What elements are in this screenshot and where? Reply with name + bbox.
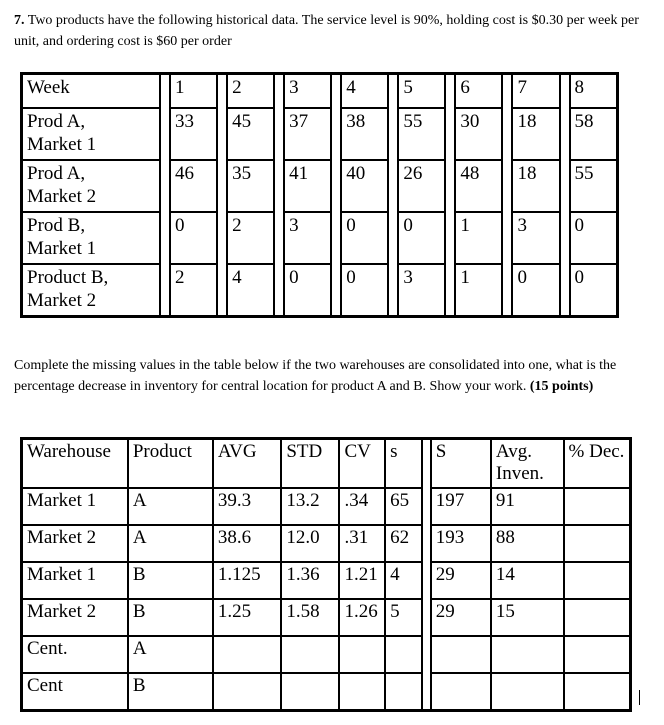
results-cell bbox=[564, 525, 631, 562]
results-header-cell: % Dec. bbox=[564, 439, 631, 489]
results-cell bbox=[564, 488, 631, 525]
instructions-points: (15 points) bbox=[529, 379, 594, 394]
question-body: Two products have the following historical data. The service level is 90%, holding cost is $0.30 per week per unit, and ordering cost is $60 per order bbox=[14, 13, 639, 49]
demand-cell: 55 bbox=[570, 160, 618, 212]
demand-cell: 0 bbox=[170, 212, 217, 264]
demand-header-cell: 5 bbox=[398, 74, 445, 109]
results-cell: 1.21 bbox=[339, 562, 385, 599]
results-cell: A bbox=[128, 525, 213, 562]
demand-cell: 45 bbox=[227, 108, 274, 160]
demand-row bbox=[22, 212, 618, 264]
demand-header-cell: 6 bbox=[455, 74, 502, 109]
results-cell: 197 bbox=[431, 488, 491, 525]
demand-header-cell: 2 bbox=[227, 74, 274, 109]
demand-cell: 18 bbox=[512, 160, 559, 212]
demand-cell: 26 bbox=[398, 160, 445, 212]
results-cell bbox=[385, 636, 422, 673]
demand-header-cell: 3 bbox=[284, 74, 331, 109]
results-cell bbox=[491, 636, 564, 673]
results-cell: 1.25 bbox=[213, 599, 281, 636]
demand-cell: 55 bbox=[398, 108, 445, 160]
demand-cell: 35 bbox=[227, 160, 274, 212]
demand-row-label: Prod B, Market 1 bbox=[22, 212, 161, 264]
results-cell bbox=[564, 636, 631, 673]
results-cell bbox=[281, 673, 339, 711]
demand-cell: 58 bbox=[570, 108, 618, 160]
results-cell: 62 bbox=[385, 525, 422, 562]
results-cell bbox=[385, 673, 422, 711]
results-cell: 65 bbox=[385, 488, 422, 525]
demand-cell: 0 bbox=[570, 264, 618, 317]
demand-cell: 18 bbox=[512, 108, 559, 160]
demand-row bbox=[22, 264, 618, 317]
results-cell: 4 bbox=[385, 562, 422, 599]
demand-cell: 1 bbox=[455, 212, 502, 264]
results-row bbox=[22, 562, 631, 599]
results-cell: Cent. bbox=[22, 636, 128, 673]
results-table bbox=[20, 437, 632, 712]
results-row bbox=[22, 673, 631, 711]
demand-cell: 3 bbox=[398, 264, 445, 317]
results-cell bbox=[564, 599, 631, 636]
results-header-cell: Warehouse bbox=[22, 439, 128, 489]
demand-cell: 3 bbox=[284, 212, 331, 264]
demand-cell: 4 bbox=[227, 264, 274, 317]
demand-cell: 0 bbox=[341, 264, 388, 317]
results-row bbox=[22, 488, 631, 525]
results-cell: 38.6 bbox=[213, 525, 281, 562]
demand-cell: 48 bbox=[455, 160, 502, 212]
demand-header-cell: 4 bbox=[341, 74, 388, 109]
results-header-cell: STD bbox=[281, 439, 339, 489]
results-cell bbox=[213, 673, 281, 711]
results-cell: 39.3 bbox=[213, 488, 281, 525]
demand-cell: 38 bbox=[341, 108, 388, 160]
demand-row bbox=[22, 160, 618, 212]
results-cell: 14 bbox=[491, 562, 564, 599]
results-header-cell: s bbox=[385, 439, 422, 489]
results-header-cell: Avg. Inven. bbox=[491, 439, 564, 489]
results-header-cell: AVG bbox=[213, 439, 281, 489]
results-cell: 91 bbox=[491, 488, 564, 525]
demand-cell: 1 bbox=[455, 264, 502, 317]
results-cell: .34 bbox=[339, 488, 385, 525]
results-cell: Market 1 bbox=[22, 488, 128, 525]
results-header-row bbox=[22, 439, 631, 489]
results-cell: B bbox=[128, 673, 213, 711]
results-cell: A bbox=[128, 636, 213, 673]
demand-cell: 33 bbox=[170, 108, 217, 160]
demand-row-label: Product B, Market 2 bbox=[22, 264, 161, 317]
demand-cell: 40 bbox=[341, 160, 388, 212]
demand-cell: 0 bbox=[570, 212, 618, 264]
results-cell: Cent bbox=[22, 673, 128, 711]
demand-header-cell: 1 bbox=[170, 74, 217, 109]
results-cell bbox=[339, 673, 385, 711]
results-header-cell: Product bbox=[128, 439, 213, 489]
results-cell: 13.2 bbox=[281, 488, 339, 525]
results-cell bbox=[339, 636, 385, 673]
demand-table bbox=[20, 72, 619, 318]
results-row bbox=[22, 525, 631, 562]
results-cell bbox=[564, 673, 631, 711]
results-cell: 1.36 bbox=[281, 562, 339, 599]
demand-row-label: Prod A, Market 1 bbox=[22, 108, 161, 160]
instructions-text bbox=[14, 355, 644, 397]
results-cell bbox=[491, 673, 564, 711]
demand-cell: 0 bbox=[341, 212, 388, 264]
question-number: 7. bbox=[14, 13, 25, 28]
results-cell bbox=[213, 636, 281, 673]
results-cell: Market 1 bbox=[22, 562, 128, 599]
demand-cell: 30 bbox=[455, 108, 502, 160]
results-cell: 1.26 bbox=[339, 599, 385, 636]
results-cell: B bbox=[128, 599, 213, 636]
results-cell: 1.125 bbox=[213, 562, 281, 599]
results-cell: Market 2 bbox=[22, 525, 128, 562]
demand-header-row bbox=[22, 74, 618, 109]
results-cell: 29 bbox=[431, 562, 491, 599]
results-cell: .31 bbox=[339, 525, 385, 562]
demand-cell: 0 bbox=[512, 264, 559, 317]
results-cell: B bbox=[128, 562, 213, 599]
text-cursor bbox=[639, 690, 640, 705]
demand-cell: 3 bbox=[512, 212, 559, 264]
demand-row-label: Prod A, Market 2 bbox=[22, 160, 161, 212]
results-row bbox=[22, 599, 631, 636]
demand-cell: 2 bbox=[170, 264, 217, 317]
results-cell: 193 bbox=[431, 525, 491, 562]
results-cell bbox=[281, 636, 339, 673]
results-header-cell: CV bbox=[339, 439, 385, 489]
results-cell bbox=[431, 673, 491, 711]
results-cell: 1.58 bbox=[281, 599, 339, 636]
demand-cell: 41 bbox=[284, 160, 331, 212]
instructions-body: Complete the missing values in the table below if the two warehouses are consolidated into one, what is the percentage decrease in inventory for central location for product A and B. Show your work. bbox=[14, 358, 617, 394]
demand-cell: 46 bbox=[170, 160, 217, 212]
results-row bbox=[22, 636, 631, 673]
results-cell: 12.0 bbox=[281, 525, 339, 562]
results-cell: A bbox=[128, 488, 213, 525]
demand-header-cell: 8 bbox=[570, 74, 618, 109]
results-cell: 15 bbox=[491, 599, 564, 636]
demand-header-cell: Week bbox=[22, 74, 161, 109]
results-cell bbox=[431, 636, 491, 673]
demand-cell: 37 bbox=[284, 108, 331, 160]
results-cell: Market 2 bbox=[22, 599, 128, 636]
results-cell: 29 bbox=[431, 599, 491, 636]
results-cell: 5 bbox=[385, 599, 422, 636]
demand-cell: 0 bbox=[284, 264, 331, 317]
results-header-cell: S bbox=[431, 439, 491, 489]
demand-cell: 0 bbox=[398, 212, 445, 264]
demand-header-cell: 7 bbox=[512, 74, 559, 109]
results-cell bbox=[564, 562, 631, 599]
question-text bbox=[14, 10, 644, 52]
demand-cell: 2 bbox=[227, 212, 274, 264]
results-cell: 88 bbox=[491, 525, 564, 562]
demand-row bbox=[22, 108, 618, 160]
